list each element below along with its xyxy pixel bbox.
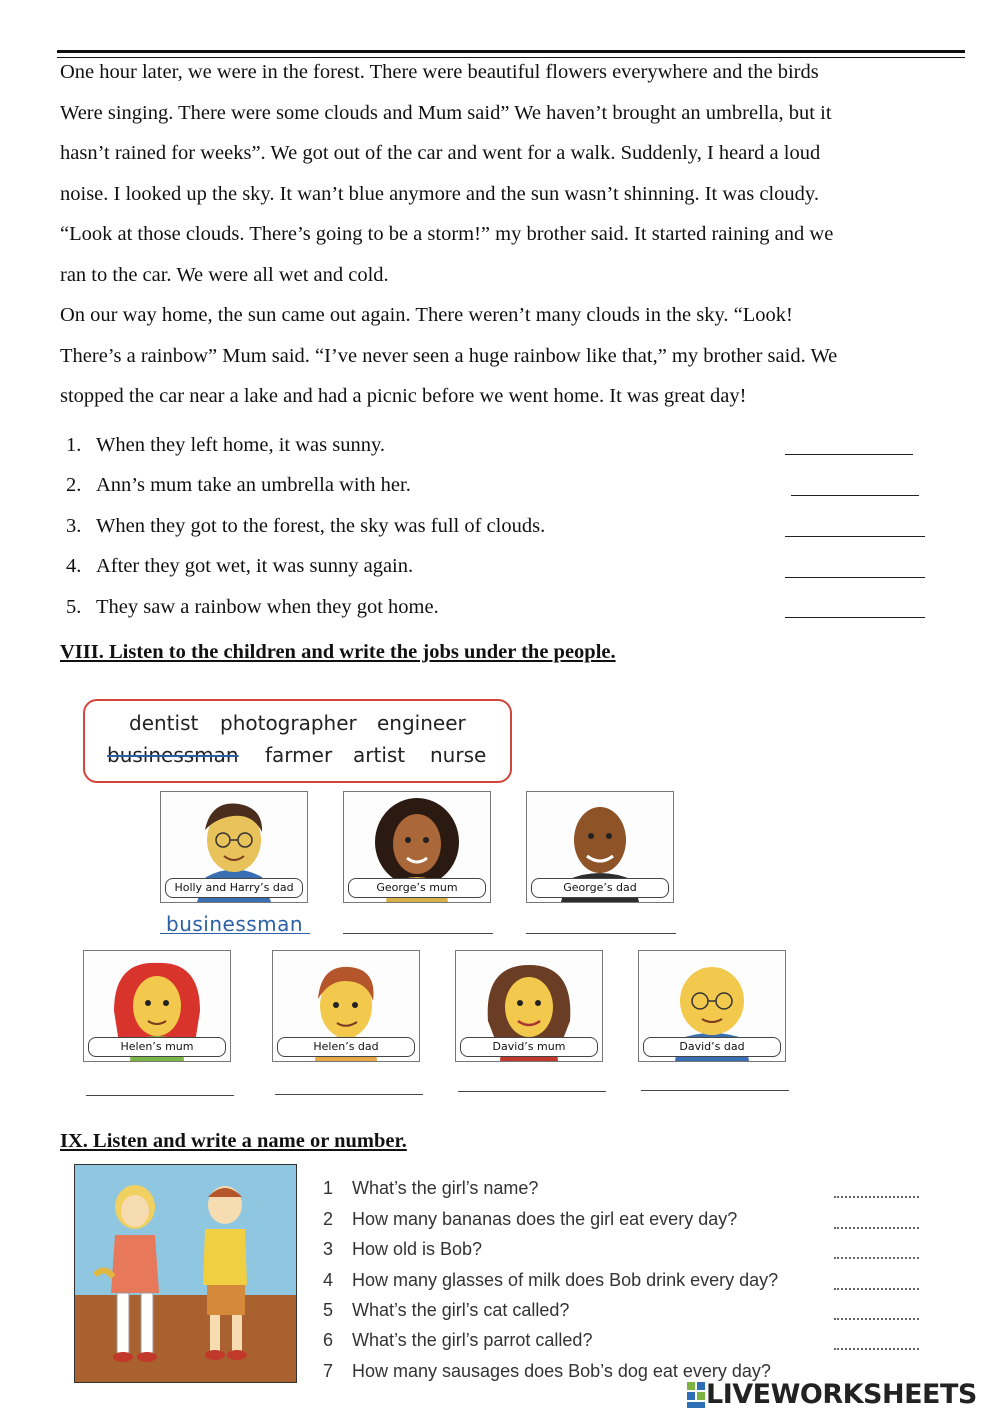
question-number: 6 xyxy=(323,1330,334,1350)
statement-5 xyxy=(66,592,439,622)
passage-line: There’s a rainbow” Mum said. “I’ve never seen a huge rainbow like that,” my brother said. We xyxy=(60,344,838,367)
passage-line: ran to the car. We were all wet and cold. xyxy=(60,263,389,286)
passage-line: noise. I looked up the sky. It wan’t blue anymore and the sun wasn’t shinning. It was cloudy. xyxy=(60,182,819,205)
word-option: photographer xyxy=(220,711,357,735)
statement-4 xyxy=(66,551,413,581)
answer-dots-3[interactable] xyxy=(834,1257,919,1259)
statement-text: When they left home, it was sunny. xyxy=(96,434,386,456)
person-caption: George’s mum xyxy=(348,878,486,898)
word-option: nurse xyxy=(430,743,487,767)
question-number: 5 xyxy=(323,1300,334,1320)
answer-blank-3[interactable] xyxy=(785,536,925,537)
reading-passage xyxy=(60,52,965,417)
answer-dots-6[interactable] xyxy=(834,1348,919,1350)
passage-line: On our way home, the sun came out again. There weren’t many clouds in the sky. “Look! xyxy=(60,304,793,326)
statement-1 xyxy=(66,430,385,460)
person-card-georges-mum xyxy=(343,791,491,903)
person-caption: Helen’s dad xyxy=(277,1037,415,1057)
answer-blank-1[interactable] xyxy=(785,454,913,455)
section-9-heading: IX. Listen and write a name or number. xyxy=(60,1130,407,1152)
word-option: farmer xyxy=(265,743,333,767)
statement-number: 5. xyxy=(66,596,82,618)
answer-line-3[interactable] xyxy=(526,933,676,934)
person-caption: David’s dad xyxy=(643,1037,781,1057)
answer-blank-5[interactable] xyxy=(785,617,925,618)
person-card-davids-dad xyxy=(638,950,786,1062)
person-caption: David’s mum xyxy=(460,1037,598,1057)
passage-line: hasn’t rained for weeks”. We got out of the car and went for a walk. Suddenly, I heard a loud xyxy=(60,142,821,164)
word-box xyxy=(83,699,512,783)
handwritten-answer: businessman xyxy=(166,912,304,936)
answer-line-6[interactable] xyxy=(458,1091,606,1092)
listening-question-1 xyxy=(323,1175,538,1201)
children-illustration xyxy=(74,1164,297,1383)
word-option: engineer xyxy=(377,711,466,735)
listening-question-2 xyxy=(323,1206,737,1232)
question-number: 3 xyxy=(323,1239,334,1259)
passage-line: stopped the car near a lake and had a picnic before we went home. It was great day! xyxy=(60,385,747,407)
person-caption: George’s dad xyxy=(531,878,669,898)
question-text: How many bananas does the girl eat every day? xyxy=(352,1209,738,1229)
answer-line-5[interactable] xyxy=(275,1094,423,1095)
statement-3 xyxy=(66,511,545,541)
question-text: How many sausages does Bob’s dog eat every day? xyxy=(352,1361,771,1381)
statement-2 xyxy=(66,470,411,500)
question-number: 1 xyxy=(323,1178,334,1198)
question-text: What’s the girl’s cat called? xyxy=(352,1300,570,1320)
statement-text: When they got to the forest, the sky was full of clouds. xyxy=(96,515,546,537)
word-option: artist xyxy=(353,743,406,767)
statement-text: They saw a rainbow when they got home. xyxy=(96,596,439,618)
word-option-crossed: businessman xyxy=(107,743,239,767)
answer-line-2[interactable] xyxy=(343,933,493,934)
listening-question-5 xyxy=(323,1297,569,1323)
question-number: 7 xyxy=(323,1361,334,1381)
person-caption: Holly and Harry’s dad xyxy=(165,878,303,898)
listening-question-3 xyxy=(323,1236,482,1262)
passage-line: “Look at those clouds. There’s going to be a storm!” my brother said. It started raining and we xyxy=(60,223,834,245)
answer-blank-4[interactable] xyxy=(785,577,925,578)
person-card-davids-mum xyxy=(455,950,603,1062)
statement-number: 1. xyxy=(66,434,82,456)
person-caption: Helen’s mum xyxy=(88,1037,226,1057)
statement-text: After they got wet, it was sunny again. xyxy=(96,555,414,577)
question-number: 4 xyxy=(323,1270,334,1290)
listening-question-6 xyxy=(323,1327,592,1353)
word-option: dentist xyxy=(129,711,199,735)
person-card-helens-mum xyxy=(83,950,231,1062)
question-text: What’s the girl’s parrot called? xyxy=(352,1330,593,1350)
statement-text: Ann’s mum take an umbrella with her. xyxy=(96,474,411,496)
question-text: What’s the girl’s name? xyxy=(352,1178,539,1198)
question-text: How old is Bob? xyxy=(352,1239,483,1259)
answer-line-1[interactable] xyxy=(160,933,310,934)
answer-dots-5[interactable] xyxy=(834,1318,919,1320)
question-text: How many glasses of milk does Bob drink every day? xyxy=(352,1270,779,1290)
section-8-heading: VIII. Listen to the children and write the jobs under the people. xyxy=(60,641,616,663)
person-card-georges-dad xyxy=(526,791,674,903)
person-card-holly-harrys-dad xyxy=(160,791,308,903)
answer-line-4[interactable] xyxy=(86,1095,234,1096)
answer-blank-2[interactable] xyxy=(791,495,919,496)
girl-and-boy-picture xyxy=(75,1165,296,1382)
answer-dots-2[interactable] xyxy=(834,1227,919,1229)
passage-line: Were singing. There were some clouds and Mum said” We haven’t brought an umbrella, but it xyxy=(60,101,832,124)
liveworksheets-mark-icon xyxy=(686,1380,706,1410)
answer-dots-4[interactable] xyxy=(834,1288,919,1290)
question-number: 2 xyxy=(323,1209,334,1229)
statement-number: 4. xyxy=(66,555,82,577)
answer-dots-1[interactable] xyxy=(834,1196,919,1198)
listening-question-4 xyxy=(323,1267,778,1293)
liveworksheets-logo-text: LIVEWORKSHEETS xyxy=(706,1379,977,1410)
statement-number: 3. xyxy=(66,515,82,537)
answer-line-7[interactable] xyxy=(641,1090,789,1091)
person-card-helens-dad xyxy=(272,950,420,1062)
statement-number: 2. xyxy=(66,474,82,496)
passage-line: One hour later, we were in the forest. There were beautiful flowers everywhere and the birds xyxy=(60,61,819,83)
